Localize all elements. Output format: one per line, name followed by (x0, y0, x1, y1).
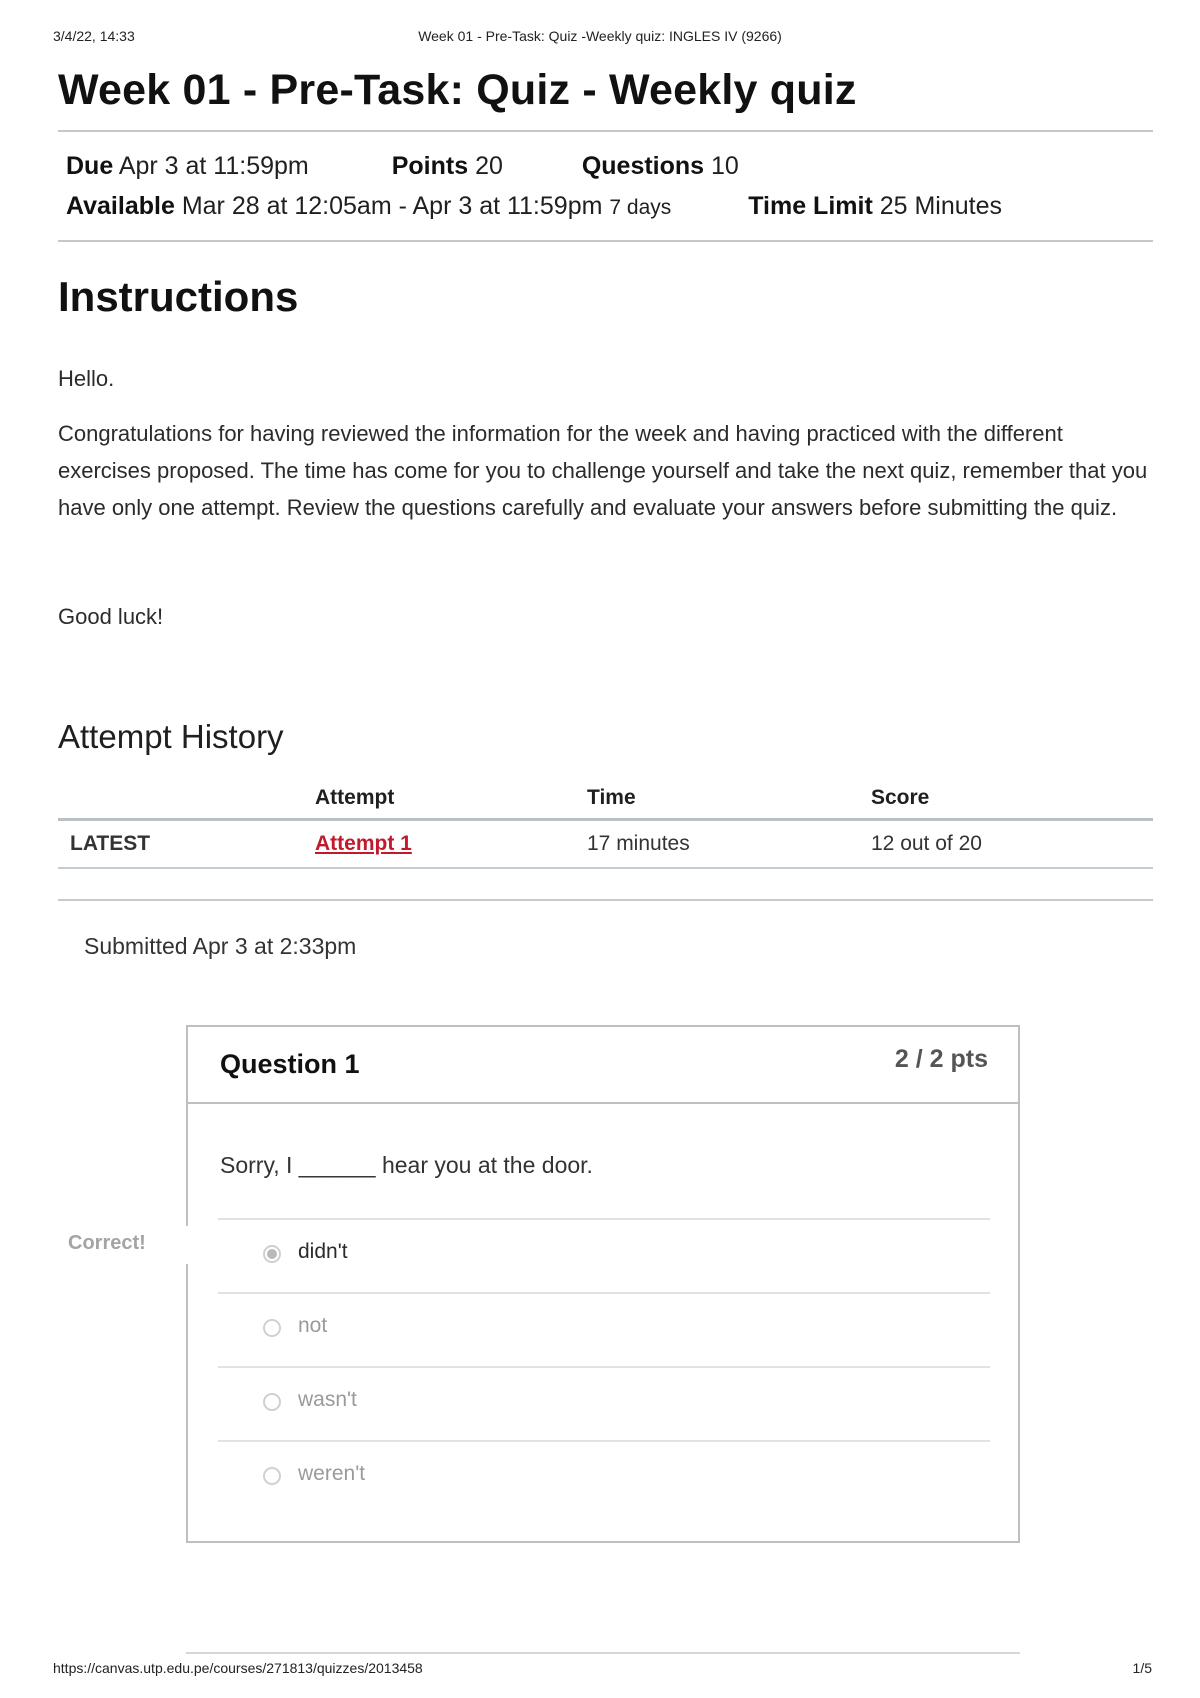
attempt-history-heading: Attempt History (58, 718, 284, 755)
question-title: Question 1 (220, 1049, 360, 1079)
points-value: 20 (475, 152, 503, 180)
attempt-link[interactable]: Attempt 1 (315, 832, 412, 855)
available-value: Mar 28 at 12:05am - Apr 3 at 11:59pm (181, 192, 603, 220)
answer-label: not (298, 1314, 328, 1337)
meta-row-2 (66, 192, 1002, 221)
radio-empty-icon[interactable] (263, 1319, 281, 1337)
questions-value: 10 (711, 152, 739, 180)
page-url: https://canvas.utp.edu.pe/courses/271813/quizzes/2013458 (53, 1660, 423, 1676)
question-card (186, 1025, 1020, 1543)
instructions-hello: Hello. (58, 366, 115, 391)
answer-option[interactable] (218, 1292, 990, 1366)
instructions-luck: Good luck! (58, 604, 164, 629)
correct-border-gap (184, 1226, 190, 1264)
time-limit-value: 25 Minutes (879, 192, 1003, 220)
col-header-attempt: Attempt (315, 780, 587, 820)
correct-answer-label: Correct! (68, 1232, 146, 1254)
print-datetime: 3/4/22, 14:33 (53, 28, 135, 44)
print-header (0, 28, 1200, 48)
due-label: Due (66, 152, 114, 180)
meta-divider (58, 240, 1153, 242)
print-doc-title: Week 01 - Pre-Task: Quiz -Weekly quiz: INGLES IV (9266) (418, 28, 782, 44)
answer-option[interactable] (218, 1440, 990, 1514)
instructions-body: Congratulations for having reviewed the information for the week and having practiced with the different exercises proposed. The time has come for you to challenge yourself and take the next quiz, remember that you have only one attempt. Review the questions carefully and evaluate your answers before submitting the quiz. (58, 421, 1148, 520)
question-points: 2 / 2 pts (894, 1045, 988, 1073)
question-text: Sorry, I ______ hear you at the door. (220, 1152, 593, 1178)
due-value: Apr 3 at 11:59pm (118, 152, 309, 180)
radio-empty-icon[interactable] (263, 1393, 281, 1411)
time-limit-label: Time Limit (748, 192, 873, 220)
answer-label: weren't (298, 1462, 366, 1485)
col-header-time: Time (587, 780, 871, 820)
page-title: Week 01 - Pre-Task: Quiz - Weekly quiz (58, 66, 857, 114)
answer-label: wasn't (298, 1388, 357, 1411)
question-header (188, 1027, 1018, 1104)
attempt-history-header-row (58, 780, 1153, 820)
answer-option[interactable] (218, 1366, 990, 1440)
radio-empty-icon[interactable] (263, 1467, 281, 1485)
footer-divider (186, 1652, 1020, 1654)
page-number: 1/5 (1132, 1660, 1152, 1676)
attempt-score: 12 out of 20 (871, 820, 1153, 869)
radio-selected-icon[interactable] (263, 1245, 281, 1263)
table-row (58, 820, 1153, 869)
answer-list (218, 1218, 990, 1514)
col-header-tag (58, 780, 315, 820)
quiz-content (58, 60, 1153, 961)
answer-label: didn't (298, 1240, 348, 1263)
available-days: 7 days (609, 196, 672, 219)
instructions-heading: Instructions (58, 273, 299, 320)
latest-tag: LATEST (58, 820, 315, 869)
attempt-history-table (58, 780, 1153, 869)
attempt-time: 17 minutes (587, 820, 871, 869)
meta-row-1 (66, 152, 739, 181)
quiz-meta (58, 132, 1153, 240)
points-label: Points (391, 152, 469, 180)
answer-option[interactable] (218, 1218, 990, 1292)
questions-label: Questions (581, 152, 705, 180)
available-label: Available (66, 192, 175, 220)
submission-divider (58, 899, 1153, 901)
submitted-text: Submitted Apr 3 at 2:33pm (84, 933, 357, 959)
col-header-score: Score (871, 780, 1153, 820)
